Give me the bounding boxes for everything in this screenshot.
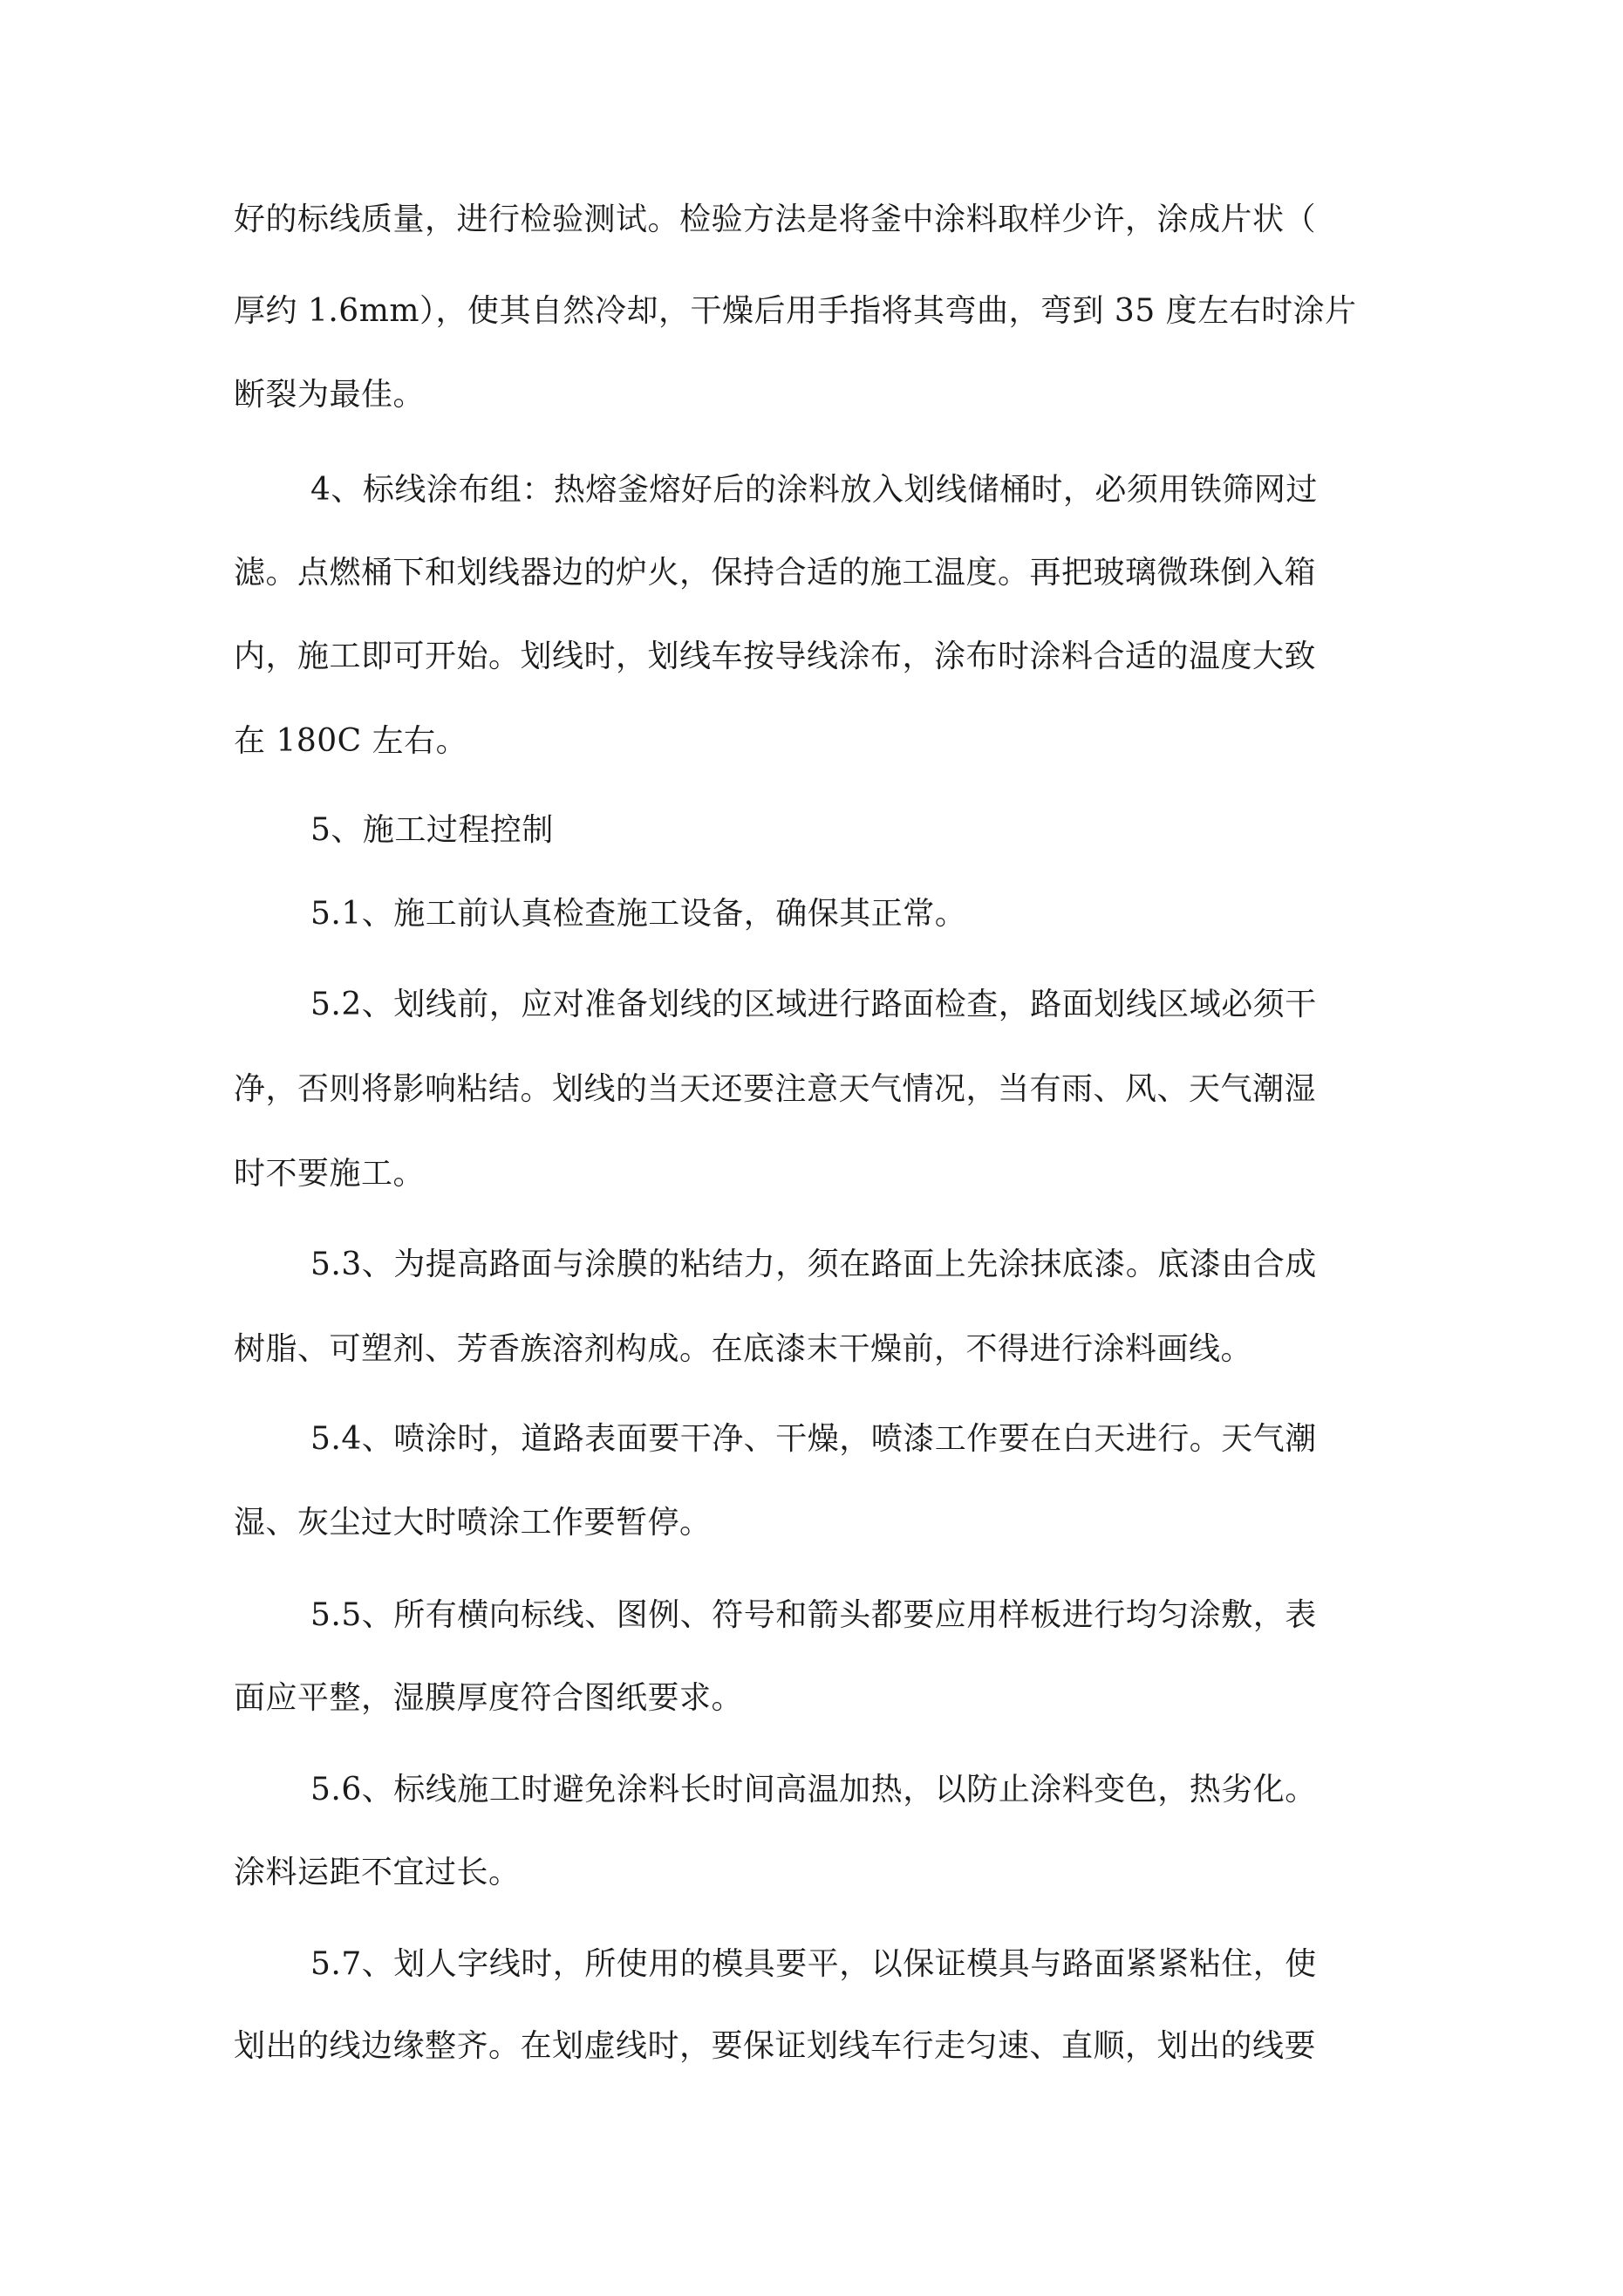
paragraph-start-line: 5.6、标线施工时避免涂料长时间高温加热，以防止涂料变色，热劣化。 [310,1772,1317,1807]
paragraph-start-line: 5.3、为提高路面与涂膜的粘结力，须在路面上先涂抹底漆。底漆由合成 [310,1247,1317,1282]
paragraph-start-line: 5.4、喷涂时，道路表面要干净、干燥，喷漆工作要在白天进行。天气潮 [310,1421,1317,1457]
text-line: 湿、灰尘过大时喷涂工作要暂停。 [234,1505,712,1541]
text-line: 断裂为最佳。 [234,377,426,413]
paragraph-start-line: 5.1、施工前认真检查施工设备，确保其正常。 [310,896,967,932]
text-line: 树脂、可塑剂、芳香族溶剂构成。在底漆末干燥前，不得进行涂料画线。 [234,1331,1253,1367]
text-line: 滤。点燃桶下和划线器边的炉火，保持合适的施工温度。再把玻璃微珠倒入箱 [234,555,1317,591]
paragraph-start-line: 5.5、所有横向标线、图例、符号和箭头都要应用样板进行均匀涂敷，表 [310,1597,1317,1633]
paragraph-start-line: 4、标线涂布组：热熔釜熔好后的涂料放入划线储桶时，必须用铁筛网过 [310,472,1318,508]
text-line: 厚约 1.6mm），使其自然冷却，干燥后用手指将其弯曲，弯到 35 度左右时涂片 [234,293,1357,329]
text-line: 在 180C 左右。 [234,723,468,759]
paragraph-start-line: 5.7、划人字线时，所使用的模具要平，以保证模具与路面紧紧粘住，使 [310,1946,1317,1982]
text-line: 涂料运距不宜过长。 [234,1855,521,1890]
text-line: 面应平整，湿膜厚度符合图纸要求。 [234,1680,744,1716]
text-line: 净，否则将影响粘结。划线的当天还要注意天气情况，当有雨、风、天气潮湿 [234,1071,1317,1107]
text-line: 时不要施工。 [234,1156,426,1192]
paragraph-start-line: 5.2、划线前，应对准备划线的区域进行路面检查，路面划线区域必须干 [310,987,1317,1022]
text-line: 好的标线质量，进行检验测试。检验方法是将釜中涂料取样少许，涂成片状（ [234,202,1317,237]
text-line: 划出的线边缘整齐。在划虚线时，要保证划线车行走匀速、直顺，划出的线要 [234,2028,1317,2064]
section-heading: 5、施工过程控制 [310,812,554,848]
text-line: 内，施工即可开始。划线时，划线车按导线涂布，涂布时涂料合适的温度大致 [234,639,1317,674]
